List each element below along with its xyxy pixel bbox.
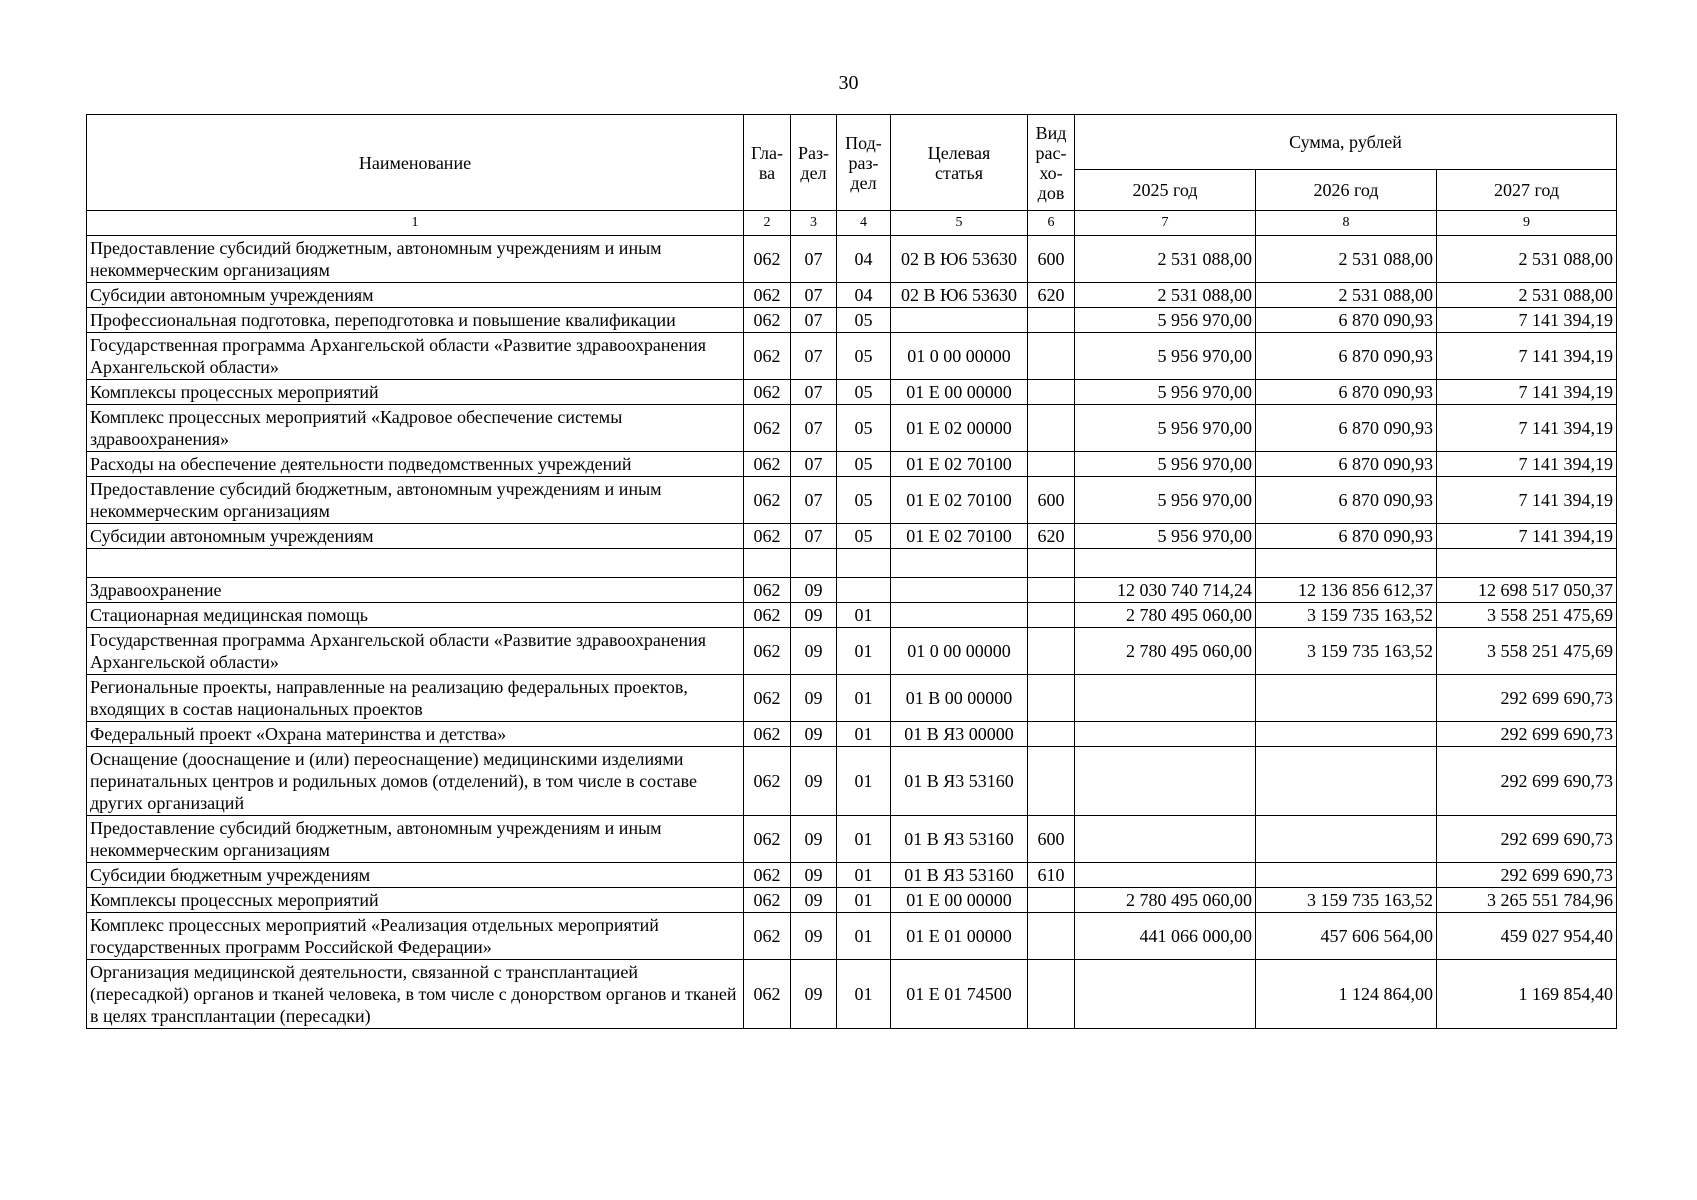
table-row xyxy=(87,628,1617,675)
cell-section: 07 xyxy=(791,333,837,380)
cell-sum-2025: 5 956 970,00 xyxy=(1075,380,1256,405)
cell-subsection: 05 xyxy=(837,524,891,549)
header-year-2027: 2027 год xyxy=(1437,170,1617,211)
cell-sum-2025: 5 956 970,00 xyxy=(1075,477,1256,524)
cell-name: Стационарная медицинская помощь xyxy=(87,603,744,628)
cell-sum-2026 xyxy=(1256,863,1437,888)
cell-name: Федеральный проект «Охрана материнства и детства» xyxy=(87,722,744,747)
cell-target: 01 Е 02 70100 xyxy=(891,452,1028,477)
column-index: 6 xyxy=(1028,211,1075,236)
budget-table xyxy=(86,114,1617,1029)
cell-name xyxy=(87,549,744,578)
cell-sum-2025 xyxy=(1075,747,1256,816)
cell-sum-2026: 2 531 088,00 xyxy=(1256,236,1437,283)
column-index: 2 xyxy=(744,211,791,236)
cell-expense-type xyxy=(1028,333,1075,380)
cell-sum-2027: 3 558 251 475,69 xyxy=(1437,628,1617,675)
cell-chapter: 062 xyxy=(744,913,791,960)
cell-expense-type: 620 xyxy=(1028,524,1075,549)
table-row xyxy=(87,747,1617,816)
header-section: Раз- дел xyxy=(791,115,837,211)
cell-subsection: 01 xyxy=(837,888,891,913)
table-row xyxy=(87,816,1617,863)
cell-sum-2027: 7 141 394,19 xyxy=(1437,477,1617,524)
column-index: 5 xyxy=(891,211,1028,236)
cell-section: 09 xyxy=(791,913,837,960)
cell-expense-type xyxy=(1028,405,1075,452)
cell-sum-2025 xyxy=(1075,549,1256,578)
column-index: 9 xyxy=(1437,211,1617,236)
cell-sum-2027: 292 699 690,73 xyxy=(1437,863,1617,888)
table-row xyxy=(87,722,1617,747)
cell-section: 07 xyxy=(791,236,837,283)
cell-chapter: 062 xyxy=(744,628,791,675)
cell-sum-2027: 2 531 088,00 xyxy=(1437,236,1617,283)
cell-expense-type xyxy=(1028,603,1075,628)
cell-expense-type xyxy=(1028,452,1075,477)
cell-section xyxy=(791,549,837,578)
cell-subsection: 05 xyxy=(837,452,891,477)
cell-chapter: 062 xyxy=(744,747,791,816)
cell-chapter: 062 xyxy=(744,816,791,863)
cell-section: 07 xyxy=(791,380,837,405)
cell-section: 09 xyxy=(791,816,837,863)
cell-chapter: 062 xyxy=(744,405,791,452)
cell-sum-2027: 3 558 251 475,69 xyxy=(1437,603,1617,628)
page-number: 30 xyxy=(838,72,859,94)
table-row xyxy=(87,675,1617,722)
cell-section: 09 xyxy=(791,888,837,913)
cell-sum-2025: 2 780 495 060,00 xyxy=(1075,888,1256,913)
cell-sum-2026 xyxy=(1256,675,1437,722)
cell-name: Субсидии автономным учреждениям xyxy=(87,283,744,308)
cell-section: 09 xyxy=(791,675,837,722)
table-row xyxy=(87,380,1617,405)
cell-section: 09 xyxy=(791,578,837,603)
cell-chapter: 062 xyxy=(744,863,791,888)
cell-sum-2026: 457 606 564,00 xyxy=(1256,913,1437,960)
cell-chapter: 062 xyxy=(744,722,791,747)
cell-subsection: 01 xyxy=(837,722,891,747)
cell-sum-2027: 2 531 088,00 xyxy=(1437,283,1617,308)
cell-expense-type xyxy=(1028,628,1075,675)
cell-sum-2026: 1 124 864,00 xyxy=(1256,960,1437,1029)
cell-sum-2025 xyxy=(1075,960,1256,1029)
table-header xyxy=(87,115,1617,236)
cell-name: Государственная программа Архангельской области «Развитие здравоохранения Архангельской области» xyxy=(87,333,744,380)
cell-sum-2027: 292 699 690,73 xyxy=(1437,675,1617,722)
cell-sum-2026: 6 870 090,93 xyxy=(1256,477,1437,524)
column-index: 7 xyxy=(1075,211,1256,236)
cell-sum-2025 xyxy=(1075,816,1256,863)
cell-expense-type: 610 xyxy=(1028,863,1075,888)
cell-expense-type xyxy=(1028,380,1075,405)
header-year-2025: 2025 год xyxy=(1075,170,1256,211)
cell-name: Предоставление субсидий бюджетным, автономным учреждениям и иным некоммерческим организациям xyxy=(87,236,744,283)
cell-chapter xyxy=(744,549,791,578)
cell-sum-2025: 441 066 000,00 xyxy=(1075,913,1256,960)
cell-chapter: 062 xyxy=(744,960,791,1029)
cell-section: 09 xyxy=(791,603,837,628)
table-row xyxy=(87,603,1617,628)
table-row xyxy=(87,236,1617,283)
cell-sum-2025 xyxy=(1075,675,1256,722)
cell-expense-type: 600 xyxy=(1028,236,1075,283)
cell-subsection: 05 xyxy=(837,477,891,524)
cell-sum-2025: 2 531 088,00 xyxy=(1075,236,1256,283)
header-sum: Сумма, рублей xyxy=(1075,115,1617,170)
cell-sum-2026: 6 870 090,93 xyxy=(1256,452,1437,477)
cell-subsection: 01 xyxy=(837,816,891,863)
cell-sum-2025: 5 956 970,00 xyxy=(1075,452,1256,477)
cell-section: 09 xyxy=(791,747,837,816)
cell-sum-2026: 3 159 735 163,52 xyxy=(1256,628,1437,675)
cell-name: Предоставление субсидий бюджетным, автономным учреждениям и иным некоммерческим организациям xyxy=(87,477,744,524)
cell-subsection: 01 xyxy=(837,747,891,816)
cell-sum-2026: 6 870 090,93 xyxy=(1256,524,1437,549)
cell-expense-type xyxy=(1028,913,1075,960)
cell-target: 01 Е 01 00000 xyxy=(891,913,1028,960)
cell-subsection: 05 xyxy=(837,308,891,333)
cell-subsection: 01 xyxy=(837,603,891,628)
cell-target: 01 Е 01 74500 xyxy=(891,960,1028,1029)
cell-subsection: 01 xyxy=(837,675,891,722)
cell-expense-type: 600 xyxy=(1028,477,1075,524)
cell-subsection: 04 xyxy=(837,283,891,308)
cell-target: 01 Е 02 00000 xyxy=(891,405,1028,452)
cell-chapter: 062 xyxy=(744,236,791,283)
cell-chapter: 062 xyxy=(744,888,791,913)
cell-name: Комплексы процессных мероприятий xyxy=(87,380,744,405)
cell-sum-2026: 3 159 735 163,52 xyxy=(1256,888,1437,913)
header-expense-type: Вид рас- хо- дов xyxy=(1028,115,1075,211)
cell-chapter: 062 xyxy=(744,524,791,549)
cell-section: 07 xyxy=(791,524,837,549)
cell-chapter: 062 xyxy=(744,477,791,524)
table-row xyxy=(87,452,1617,477)
cell-sum-2025: 5 956 970,00 xyxy=(1075,405,1256,452)
cell-chapter: 062 xyxy=(744,452,791,477)
column-index: 1 xyxy=(87,211,744,236)
cell-sum-2025: 2 780 495 060,00 xyxy=(1075,628,1256,675)
cell-section: 07 xyxy=(791,283,837,308)
cell-section: 07 xyxy=(791,405,837,452)
cell-subsection: 01 xyxy=(837,628,891,675)
table-row xyxy=(87,333,1617,380)
cell-sum-2025: 5 956 970,00 xyxy=(1075,308,1256,333)
cell-subsection: 05 xyxy=(837,333,891,380)
table-row xyxy=(87,863,1617,888)
header-chapter: Гла- ва xyxy=(744,115,791,211)
cell-sum-2026: 6 870 090,93 xyxy=(1256,333,1437,380)
table-row xyxy=(87,960,1617,1029)
cell-target xyxy=(891,549,1028,578)
cell-section: 09 xyxy=(791,722,837,747)
table-row xyxy=(87,578,1617,603)
cell-sum-2027: 12 698 517 050,37 xyxy=(1437,578,1617,603)
cell-sum-2026: 6 870 090,93 xyxy=(1256,405,1437,452)
cell-sum-2025: 5 956 970,00 xyxy=(1075,524,1256,549)
cell-target xyxy=(891,308,1028,333)
cell-expense-type xyxy=(1028,549,1075,578)
table-row xyxy=(87,913,1617,960)
cell-target: 02 В Ю6 53630 xyxy=(891,236,1028,283)
cell-sum-2027: 3 265 551 784,96 xyxy=(1437,888,1617,913)
cell-section: 09 xyxy=(791,863,837,888)
cell-sum-2026 xyxy=(1256,747,1437,816)
cell-sum-2025 xyxy=(1075,722,1256,747)
cell-target: 01 Е 00 00000 xyxy=(891,888,1028,913)
table-row xyxy=(87,549,1617,578)
cell-section: 07 xyxy=(791,308,837,333)
cell-expense-type xyxy=(1028,888,1075,913)
cell-subsection: 01 xyxy=(837,863,891,888)
cell-subsection xyxy=(837,549,891,578)
cell-sum-2026 xyxy=(1256,816,1437,863)
table-body xyxy=(87,236,1617,1029)
cell-sum-2027: 459 027 954,40 xyxy=(1437,913,1617,960)
cell-name: Региональные проекты, направленные на реализацию федеральных проектов, входящих в состав национальных проектов xyxy=(87,675,744,722)
cell-sum-2027: 292 699 690,73 xyxy=(1437,722,1617,747)
cell-chapter: 062 xyxy=(744,283,791,308)
cell-expense-type xyxy=(1028,960,1075,1029)
cell-target: 01 Е 02 70100 xyxy=(891,477,1028,524)
cell-sum-2027: 7 141 394,19 xyxy=(1437,333,1617,380)
cell-name: Профессиональная подготовка, переподготовка и повышение квалификации xyxy=(87,308,744,333)
cell-sum-2027: 7 141 394,19 xyxy=(1437,380,1617,405)
cell-section: 09 xyxy=(791,960,837,1029)
cell-sum-2025: 5 956 970,00 xyxy=(1075,333,1256,380)
cell-name: Организация медицинской деятельности, связанной с трансплантацией (пересадкой) органов и тканей человека, в том числе с донорством органов и тканей в целях трансплантации (пересадки) xyxy=(87,960,744,1029)
cell-subsection: 05 xyxy=(837,405,891,452)
cell-target: 01 В 00 00000 xyxy=(891,675,1028,722)
table-row xyxy=(87,888,1617,913)
cell-target: 01 Е 02 70100 xyxy=(891,524,1028,549)
cell-sum-2025: 2 780 495 060,00 xyxy=(1075,603,1256,628)
cell-section: 07 xyxy=(791,452,837,477)
cell-sum-2027: 292 699 690,73 xyxy=(1437,816,1617,863)
cell-target: 01 0 00 00000 xyxy=(891,333,1028,380)
cell-section: 07 xyxy=(791,477,837,524)
cell-target: 01 В Я3 00000 xyxy=(891,722,1028,747)
cell-expense-type: 620 xyxy=(1028,283,1075,308)
cell-target: 02 В Ю6 53630 xyxy=(891,283,1028,308)
cell-sum-2027: 292 699 690,73 xyxy=(1437,747,1617,816)
table-row xyxy=(87,524,1617,549)
cell-target: 01 В Я3 53160 xyxy=(891,747,1028,816)
cell-chapter: 062 xyxy=(744,603,791,628)
cell-expense-type xyxy=(1028,722,1075,747)
column-index: 3 xyxy=(791,211,837,236)
cell-sum-2027: 7 141 394,19 xyxy=(1437,524,1617,549)
cell-name: Комплекс процессных мероприятий «Кадровое обеспечение системы здравоохранения» xyxy=(87,405,744,452)
cell-sum-2026: 2 531 088,00 xyxy=(1256,283,1437,308)
cell-subsection xyxy=(837,578,891,603)
cell-sum-2026: 12 136 856 612,37 xyxy=(1256,578,1437,603)
table-row xyxy=(87,405,1617,452)
cell-target: 01 В Я3 53160 xyxy=(891,863,1028,888)
cell-subsection: 05 xyxy=(837,380,891,405)
cell-chapter: 062 xyxy=(744,380,791,405)
cell-name: Расходы на обеспечение деятельности подведомственных учреждений xyxy=(87,452,744,477)
cell-section: 09 xyxy=(791,628,837,675)
cell-chapter: 062 xyxy=(744,308,791,333)
cell-expense-type: 600 xyxy=(1028,816,1075,863)
cell-name: Субсидии автономным учреждениям xyxy=(87,524,744,549)
cell-chapter: 062 xyxy=(744,333,791,380)
cell-subsection: 04 xyxy=(837,236,891,283)
header-year-2026: 2026 год xyxy=(1256,170,1437,211)
table-row xyxy=(87,283,1617,308)
cell-sum-2026: 6 870 090,93 xyxy=(1256,380,1437,405)
cell-expense-type xyxy=(1028,578,1075,603)
cell-sum-2026: 6 870 090,93 xyxy=(1256,308,1437,333)
table-row xyxy=(87,308,1617,333)
cell-name: Комплекс процессных мероприятий «Реализация отдельных мероприятий государственных программ Российской Федерации» xyxy=(87,913,744,960)
cell-sum-2026 xyxy=(1256,549,1437,578)
cell-expense-type xyxy=(1028,747,1075,816)
cell-sum-2027: 7 141 394,19 xyxy=(1437,452,1617,477)
column-index: 8 xyxy=(1256,211,1437,236)
cell-sum-2025: 12 030 740 714,24 xyxy=(1075,578,1256,603)
cell-sum-2027 xyxy=(1437,549,1617,578)
cell-target: 01 Е 00 00000 xyxy=(891,380,1028,405)
cell-sum-2025 xyxy=(1075,863,1256,888)
cell-expense-type xyxy=(1028,308,1075,333)
cell-name: Комплексы процессных мероприятий xyxy=(87,888,744,913)
cell-target: 01 В Я3 53160 xyxy=(891,816,1028,863)
table-row xyxy=(87,477,1617,524)
cell-name: Государственная программа Архангельской области «Развитие здравоохранения Архангельской области» xyxy=(87,628,744,675)
cell-sum-2027: 1 169 854,40 xyxy=(1437,960,1617,1029)
cell-name: Здравоохранение xyxy=(87,578,744,603)
cell-name: Предоставление субсидий бюджетным, автономным учреждениям и иным некоммерческим организациям xyxy=(87,816,744,863)
cell-target xyxy=(891,578,1028,603)
column-index: 4 xyxy=(837,211,891,236)
cell-name: Субсидии бюджетным учреждениям xyxy=(87,863,744,888)
cell-subsection: 01 xyxy=(837,960,891,1029)
header-name: Наименование xyxy=(87,115,744,211)
header-target: Целевая статья xyxy=(891,115,1028,211)
cell-expense-type xyxy=(1028,675,1075,722)
cell-sum-2027: 7 141 394,19 xyxy=(1437,405,1617,452)
cell-sum-2025: 2 531 088,00 xyxy=(1075,283,1256,308)
header-subsection: Под- раз- дел xyxy=(837,115,891,211)
cell-sum-2026 xyxy=(1256,722,1437,747)
cell-name: Оснащение (дооснащение и (или) переоснащение) медицинскими изделиями перинатальных центров и родильных домов (отделений), в том числе в составе других организаций xyxy=(87,747,744,816)
cell-sum-2027: 7 141 394,19 xyxy=(1437,308,1617,333)
cell-sum-2026: 3 159 735 163,52 xyxy=(1256,603,1437,628)
cell-subsection: 01 xyxy=(837,913,891,960)
cell-chapter: 062 xyxy=(744,675,791,722)
cell-target: 01 0 00 00000 xyxy=(891,628,1028,675)
cell-chapter: 062 xyxy=(744,578,791,603)
cell-target xyxy=(891,603,1028,628)
